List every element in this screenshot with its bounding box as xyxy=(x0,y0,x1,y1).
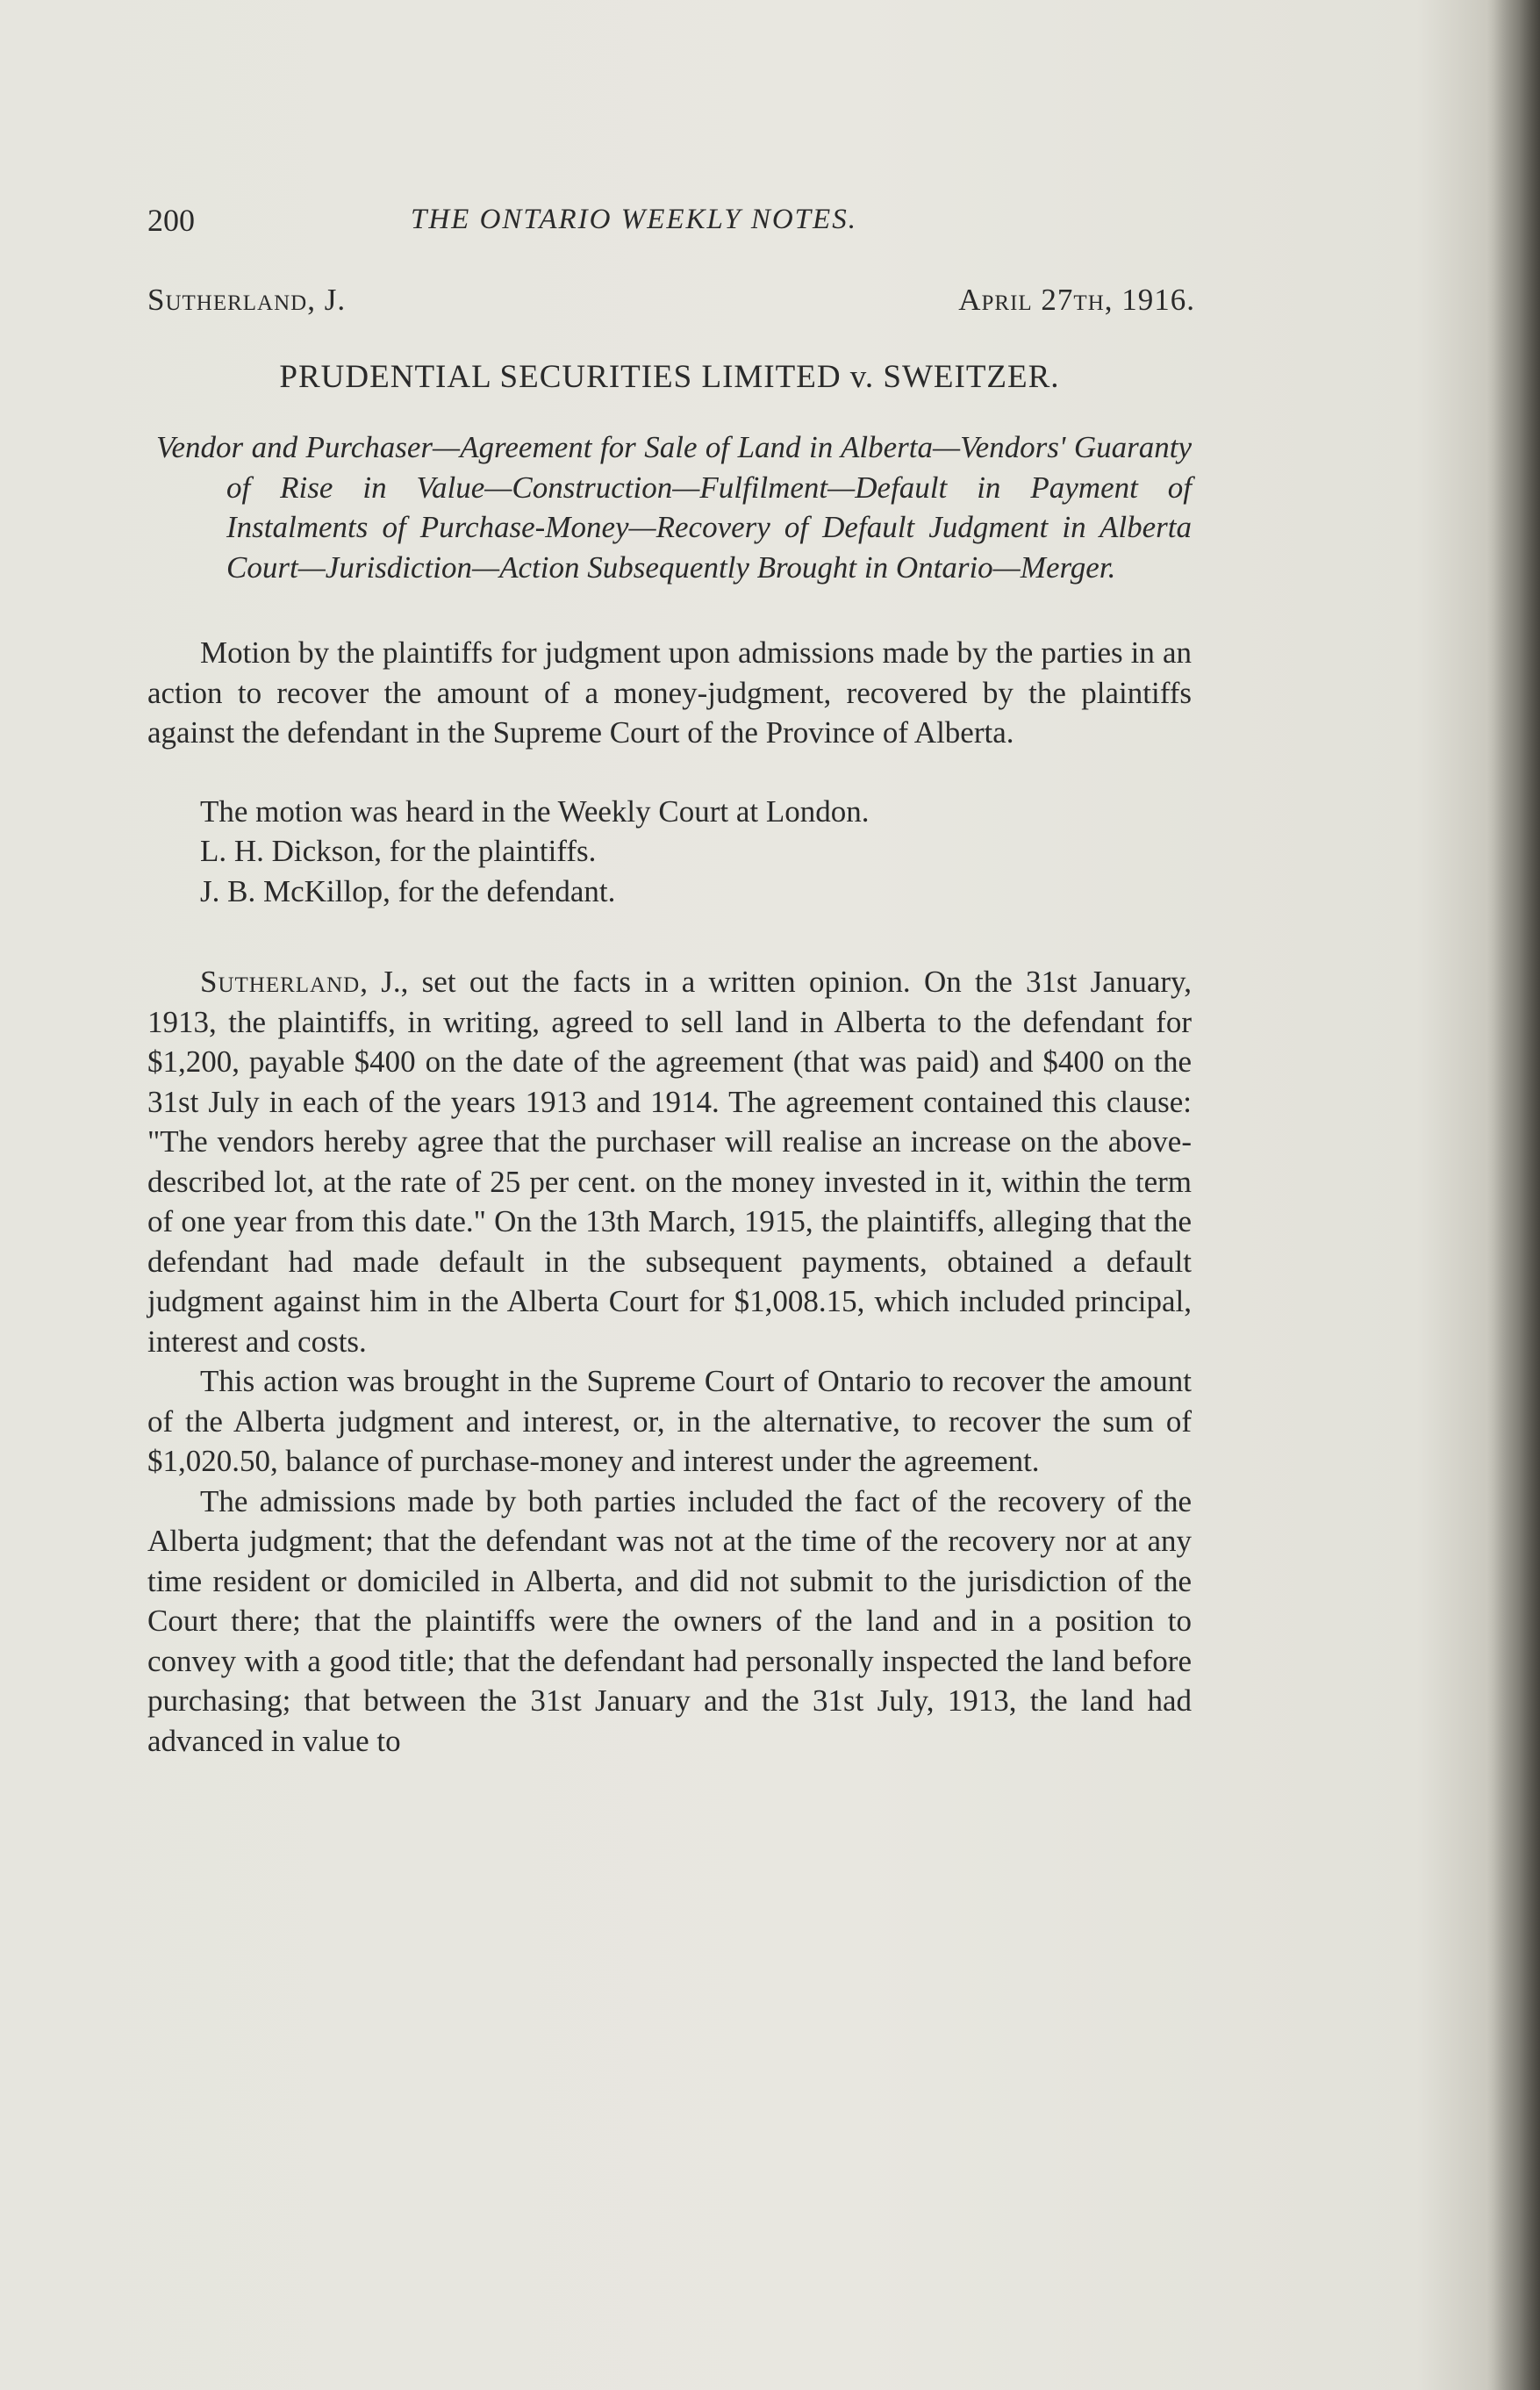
page-number: 200 xyxy=(147,203,195,238)
hearing-details xyxy=(147,792,1192,912)
hearing-venue: The motion was heard in the Weekly Court at London. xyxy=(200,793,870,829)
book-spine-shadow xyxy=(1487,0,1540,2390)
journal-title: THE ONTARIO WEEKLY NOTES. xyxy=(411,204,857,235)
judge-name: Sutherland, J. xyxy=(147,283,347,317)
opinion-paragraph-1 xyxy=(147,962,1192,1361)
case-title: PRUDENTIAL SECURITIES LIMITED v. SWEITZER. xyxy=(279,359,1060,395)
motion-paragraph: Motion by the plaintiffs for judgment upon admissions made by the parties in an action to recover the amount of a money-judgment, recovered by the plaintiffs against the defendant in the Supreme Court of the Province of Alberta. xyxy=(147,635,1192,750)
opinion-paragraph-3: The admissions made by both parties included the fact of the recovery of the Alberta judgment; that the defendant was not at the time of the recovery nor at any time resident or domiciled in Alberta, and did not submit to the jurisdiction of the Court there; that the plaintiffs were the owners of the land and in a position to convey with a good title; that the defendant had personally inspected the land before purchasing; that between the 31st January and the 31st July, 1913, the land had advanced in value to xyxy=(147,1483,1192,1758)
plaintiffs-counsel: L. H. Dickson, for the plaintiffs. xyxy=(200,834,597,868)
decision-date: April 27th, 1916. xyxy=(958,283,1195,317)
judge-date-line xyxy=(147,283,1195,335)
running-head xyxy=(147,202,1192,251)
opinion-judge-name: Sutherland xyxy=(200,965,361,999)
opinion-paragraph-1-text: , J., set out the facts in a written opinion. On the 31st January, 1913, the plaintiffs, in writing, agreed to sell land in Alberta to the defendant for $1,200, payable $400 on the date of the agreement (that was paid) and $400 on the 31st July in each of the years 1913 and 1914. The agreement contained this clause: "The vendors hereby agree that the purchaser will realise an increase on the above-described lot, at the rate of 25 per cent. on the money invested in it, within the term of one year from this date." On the 13th March, 1915, the plaintiffs, alleging that the defendant had made default in the subsequent payments, obtained a default judgment against him in the Alberta Court for $1,008.15, which included principal, interest and costs. xyxy=(147,965,1192,1359)
headnote: Vendor and Purchaser—Agreement for Sale of Land in Alberta—Vendors' Guaranty of Rise in Value—Construction—Fulfilment—Default in Payment of Instalments of Purchase-Money—Recovery of Default Judgment in Alberta Court—Jurisdiction—Action Subsequently Brought in Ontario—Merger. xyxy=(156,430,1192,585)
page-content xyxy=(147,202,1195,1761)
defendant-counsel: J. B. McKillop, for the defendant. xyxy=(200,873,616,908)
opinion-paragraph-2: This action was brought in the Supreme Court of Ontario to recover the amount of the Alberta judgment and interest, or, in the alternative, to recover the sum of $1,020.50, balance of purchase-money and interest under the agreement. xyxy=(147,1364,1192,1478)
